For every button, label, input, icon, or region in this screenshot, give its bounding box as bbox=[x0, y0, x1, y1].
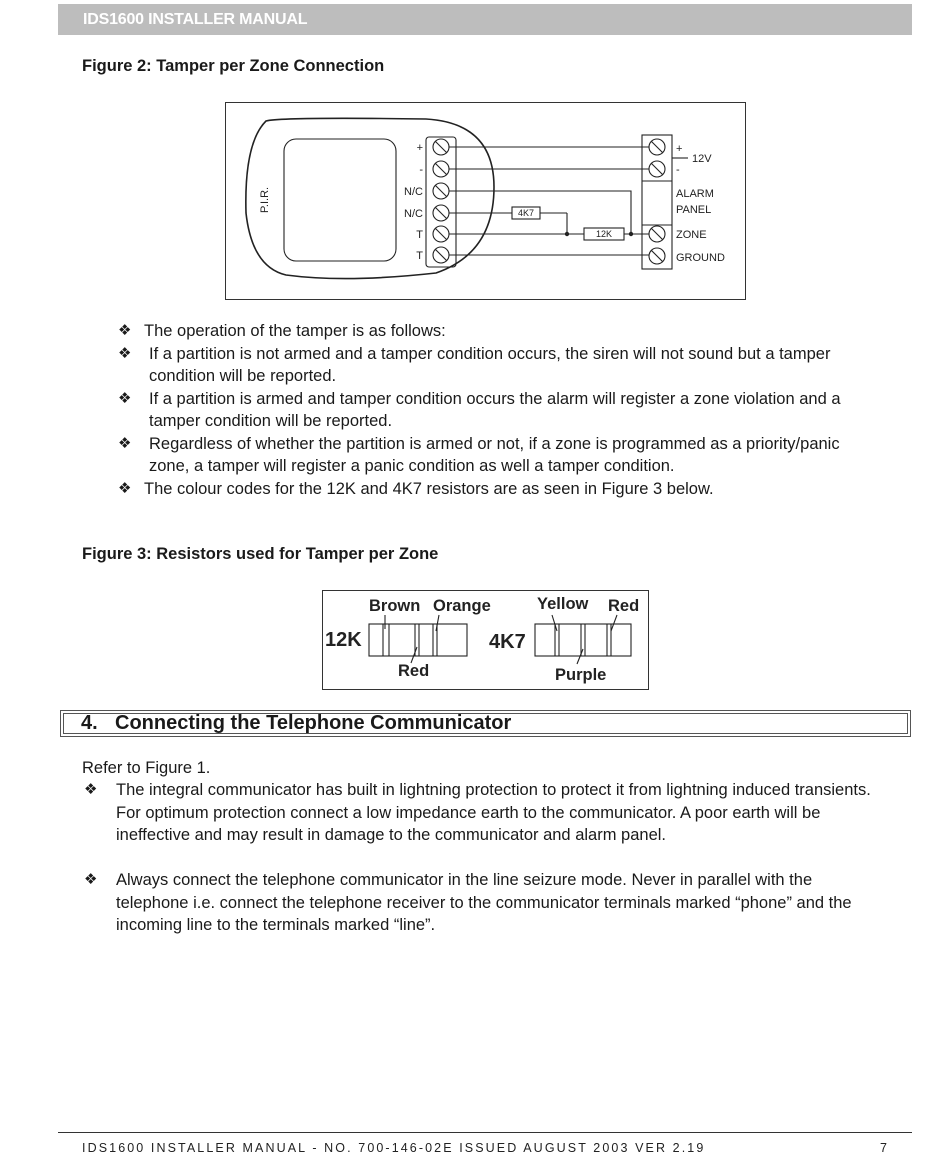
communicator-list bbox=[82, 779, 882, 959]
panel-terminal-screws bbox=[649, 139, 665, 264]
section-title-text: Connecting the Telephone Communicator bbox=[115, 712, 512, 734]
section-number: 4. bbox=[81, 712, 98, 734]
resistor-12k-label: 12K bbox=[595, 229, 613, 239]
header-bar bbox=[58, 4, 912, 35]
bands-12k bbox=[383, 624, 437, 656]
pir-terminal-label-5: T bbox=[416, 250, 423, 262]
resistor-figure-svg bbox=[323, 591, 650, 691]
page-number: 7 bbox=[880, 1141, 887, 1155]
panel-plus-label: + bbox=[676, 143, 683, 155]
figure-3-caption: Figure 3: Resistors used for Tamper per Zone bbox=[82, 545, 439, 563]
list-item: ❖ Regardless of whether the partition is armed or not, if a zone is programmed as a priority/panic zone, a tamper will register a panic condition as well a tamper condition. bbox=[118, 434, 840, 475]
pir-terminal-label-2: N/C bbox=[404, 186, 423, 198]
wires bbox=[449, 147, 649, 255]
diamond-bullet-icon: ❖ bbox=[118, 479, 132, 497]
resistor-colour-figure bbox=[322, 590, 649, 690]
bands-4k7 bbox=[555, 624, 611, 656]
section-title bbox=[81, 712, 511, 735]
diamond-bullet-icon: ❖ bbox=[84, 781, 98, 798]
pir-terminal-label-3: N/C bbox=[404, 208, 423, 220]
alarm-label: ALARM bbox=[676, 188, 714, 200]
pir-lens-window bbox=[284, 139, 396, 261]
junction-dot-2 bbox=[629, 232, 633, 236]
label-12k: 12K bbox=[325, 629, 362, 651]
label-4k7: 4K7 bbox=[489, 631, 526, 653]
list-item: ❖ If a partition is armed and tamper condition occurs the alarm will register a zone violation and a tamper condition will be reported. bbox=[118, 389, 841, 430]
tamper-wiring-diagram bbox=[225, 102, 746, 300]
pir-label: P.I.R. bbox=[259, 186, 271, 213]
list-item: ❖ Always connect the telephone communicator in the line seizure mode. Never in parallel with the telephone i.e. connect the telephone receiver to the communicator terminals marked “phone” and the incoming line to the terminals marked “line”. bbox=[84, 871, 852, 934]
tamper-operation-list bbox=[118, 320, 878, 500]
diamond-bullet-icon: ❖ bbox=[118, 322, 132, 339]
list-item: ❖ The integral communicator has built in lightning protection to protect it from lightning induced transients. For optimum protection connect a low impedance earth to the communicator. A poor earth will be ineffective and may result in damage to the communicator and alarm panel. bbox=[84, 781, 871, 844]
wiring-diagram-svg bbox=[226, 103, 747, 301]
band-label-orange: Orange bbox=[433, 597, 491, 615]
pir-terminal-label-0: + bbox=[416, 142, 423, 154]
resistor-body-12k bbox=[369, 624, 467, 656]
list-item: ❖ The operation of the tamper is as follows: bbox=[118, 320, 878, 343]
band-label-yellow: Yellow bbox=[537, 595, 589, 613]
band-label-brown: Brown bbox=[369, 597, 421, 615]
footer-divider bbox=[58, 1132, 912, 1133]
voltage-label: 12V bbox=[692, 153, 712, 165]
header-title: IDS1600 INSTALLER MANUAL bbox=[83, 11, 308, 28]
resistor-4k7-label: 4K7 bbox=[517, 208, 535, 218]
zone-label: ZONE bbox=[676, 229, 707, 241]
band-label-red-12k: Red bbox=[398, 662, 430, 680]
pir-terminal-label-1: - bbox=[419, 164, 423, 176]
list-item: ❖ If a partition is not armed and a tamper condition occurs, the siren will not sound but a tamper condition will be reported. bbox=[118, 344, 831, 385]
section-4-header bbox=[60, 710, 911, 737]
junction-dot-1 bbox=[565, 232, 569, 236]
footer-text: IDS1600 INSTALLER MANUAL - NO. 700-146-02E ISSUED AUGUST 2003 VER 2.19 bbox=[82, 1141, 706, 1155]
figure-2-caption: Figure 2: Tamper per Zone Connection bbox=[82, 57, 385, 75]
panel-minus-label: - bbox=[676, 164, 680, 176]
diamond-bullet-icon: ❖ bbox=[118, 434, 132, 452]
intro-paragraph: Refer to Figure 1. bbox=[82, 759, 211, 777]
band-label-red-4k7: Red bbox=[608, 597, 640, 615]
diamond-bullet-icon: ❖ bbox=[84, 871, 98, 888]
list-item: ❖ The colour codes for the 12K and 4K7 resistors are as seen in Figure 3 below. bbox=[118, 478, 878, 501]
band-label-purple: Purple bbox=[555, 666, 607, 684]
resistor-body-4k7 bbox=[535, 624, 631, 656]
ground-label: GROUND bbox=[676, 252, 725, 264]
pir-terminal-screws bbox=[433, 139, 449, 263]
diamond-bullet-icon: ❖ bbox=[118, 344, 132, 362]
pir-terminal-label-4: T bbox=[416, 229, 423, 241]
panel-label: PANEL bbox=[676, 204, 712, 216]
diamond-bullet-icon: ❖ bbox=[118, 389, 132, 407]
